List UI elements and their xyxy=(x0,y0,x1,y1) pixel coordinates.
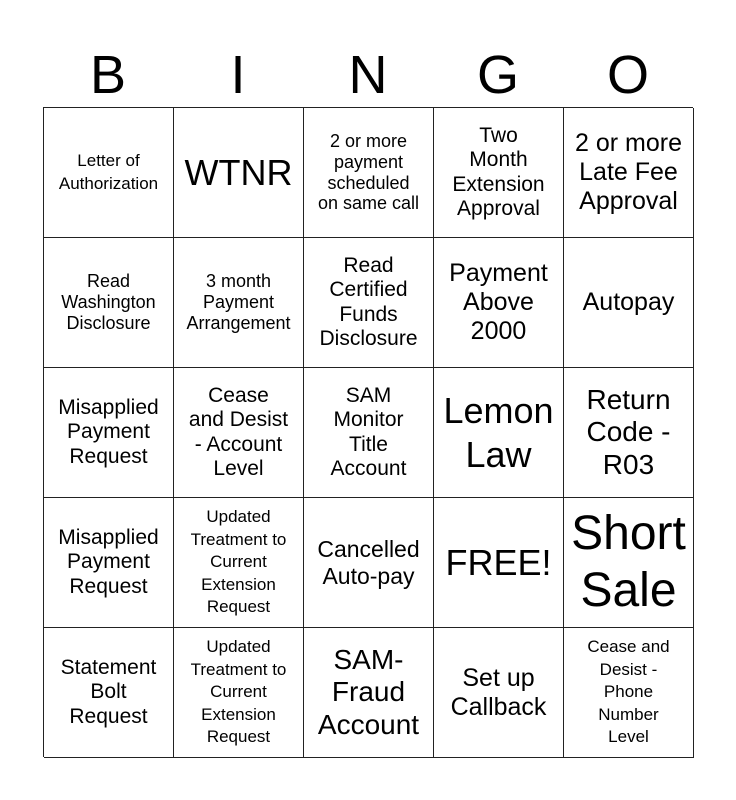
bingo-cell[interactable] xyxy=(434,108,564,238)
bingo-cell free-space[interactable] xyxy=(434,498,564,628)
bingo-cell[interactable] xyxy=(304,238,434,368)
cell-text: Cancelled Auto-pay xyxy=(317,535,420,589)
cell-text: Short Sale xyxy=(571,506,686,617)
cell-text: Autopay xyxy=(582,288,675,316)
bingo-header xyxy=(43,44,693,106)
cell-text: Read Washington Disclosure xyxy=(61,271,156,333)
header-letter-b: B xyxy=(89,45,127,105)
cell-text: SAM Monitor Title Account xyxy=(330,383,407,480)
cell-text: Letter of Authorization xyxy=(58,151,159,193)
cell-text: 2 or more Late Fee Approval xyxy=(575,129,682,215)
cell-text: SAM- Fraud Account xyxy=(317,643,420,740)
bingo-cell[interactable] xyxy=(304,368,434,498)
cell-text: FREE! xyxy=(445,541,552,583)
cell-text: Read Certified Funds Disclosure xyxy=(319,253,418,350)
cell-text: Return Code - R03 xyxy=(586,383,671,480)
bingo-cell[interactable] xyxy=(44,238,174,368)
bingo-cell[interactable] xyxy=(564,368,694,498)
bingo-cell[interactable] xyxy=(434,628,564,758)
bingo-grid xyxy=(43,107,693,757)
bingo-cell[interactable] xyxy=(44,368,174,498)
cell-text: Statement Bolt Request xyxy=(60,655,157,728)
bingo-cell[interactable] xyxy=(174,628,304,758)
cell-text: Misapplied Payment Request xyxy=(58,395,159,468)
bingo-cell[interactable] xyxy=(304,108,434,238)
bingo-cell[interactable] xyxy=(564,628,694,758)
cell-text: Set up Callback xyxy=(450,663,547,721)
bingo-cell[interactable] xyxy=(174,498,304,628)
header-letter-i: I xyxy=(230,45,246,105)
bingo-cell[interactable] xyxy=(434,368,564,498)
cell-text: Cease and Desist - Phone Number Level xyxy=(587,637,670,747)
bingo-cell[interactable] xyxy=(304,498,434,628)
bingo-cell[interactable] xyxy=(304,628,434,758)
cell-text: Misapplied Payment Request xyxy=(58,525,159,598)
cell-text: WTNR xyxy=(184,151,293,193)
bingo-cell[interactable] xyxy=(564,498,694,628)
bingo-cell[interactable] xyxy=(44,498,174,628)
cell-text: Updated Treatment to Current Extension Request xyxy=(190,507,287,617)
bingo-cell[interactable] xyxy=(174,108,304,238)
bingo-cell[interactable] xyxy=(174,238,304,368)
cell-text: Cease and Desist - Account Level xyxy=(188,383,289,480)
bingo-cell[interactable] xyxy=(44,108,174,238)
cell-text: 3 month Payment Arrangement xyxy=(186,271,291,333)
bingo-cell[interactable] xyxy=(434,238,564,368)
cell-text: Lemon Law xyxy=(443,389,554,475)
cell-text: Payment Above 2000 xyxy=(449,259,548,345)
bingo-cell[interactable] xyxy=(174,368,304,498)
bingo-cell[interactable] xyxy=(564,108,694,238)
header-letter-n: N xyxy=(348,45,388,105)
cell-text: 2 or more payment scheduled on same call xyxy=(317,130,420,214)
cell-text: Two Month Extension Approval xyxy=(452,123,545,220)
header-letter-g: G xyxy=(476,45,519,105)
bingo-cell[interactable] xyxy=(44,628,174,758)
cell-text: Updated Treatment to Current Extension Request xyxy=(190,637,287,747)
bingo-cell[interactable] xyxy=(564,238,694,368)
header-letter-o: O xyxy=(606,45,649,105)
